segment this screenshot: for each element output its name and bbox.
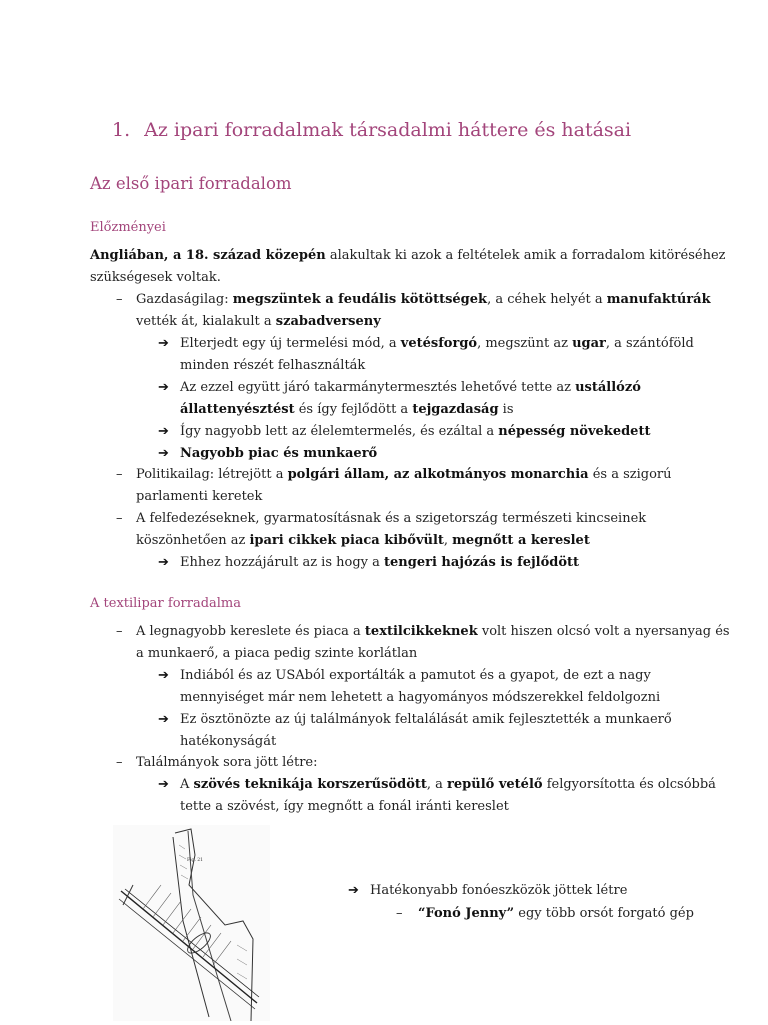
econ-line-1	[136, 289, 711, 311]
section-title: Az első ipari forradalom	[90, 174, 292, 193]
bold-text: “Fonó Jenny”	[418, 906, 515, 921]
intro-bold: Angliában, a 18. század közepén	[90, 248, 326, 263]
econ-sub2-line-1	[180, 377, 641, 399]
text: A	[180, 777, 194, 792]
disc-sub1-line	[180, 552, 579, 574]
bold-text: vetésforgó	[400, 336, 478, 351]
econ-sub4-line	[180, 443, 377, 465]
dash-bullet: –	[396, 906, 403, 921]
text: , megszünt az	[477, 336, 573, 351]
demand-sub1-line-2: mennyiséget már nem lehetett a hagyományos módszerekkel feldolgozni	[180, 690, 661, 705]
arrow-bullet: ➔	[158, 668, 169, 683]
text: is	[498, 402, 514, 417]
dash-bullet: –	[116, 511, 123, 526]
text: , a	[426, 777, 448, 792]
arrow-bullet: ➔	[158, 446, 169, 461]
econ-bold: megszüntek a feudális kötöttségek	[232, 292, 488, 307]
bold-text: repülő vetélő	[447, 777, 543, 792]
econ-bold: szabadverseny	[275, 314, 381, 329]
demand-line-2: a munkaerő, a piaca pedig szinte korlátlan	[136, 646, 418, 661]
econ-bold: manufaktúrák	[606, 292, 711, 307]
arrow-bullet: ➔	[158, 336, 169, 351]
arrow-bullet: ➔	[158, 380, 169, 395]
text: volt hiszen olcsó volt a nyersanyag és	[477, 624, 730, 639]
document-title	[112, 119, 631, 141]
intro-line-2: szükségesek voltak.	[90, 270, 221, 285]
bold-text: népesség növekedett	[498, 424, 651, 439]
text: A legnagyobb kereslete és piaca a	[136, 624, 365, 639]
arrow-bullet: ➔	[158, 777, 169, 792]
arrow-bullet: ➔	[348, 883, 359, 898]
econ-sub1-line-1	[180, 333, 694, 355]
dash-bullet: –	[116, 467, 123, 482]
heading-title: Az ipari forradalmak társadalmi háttere és hatásai	[144, 119, 632, 141]
demand-line-1	[136, 621, 730, 643]
subsection-title-textile: A textilipar forradalma	[90, 596, 242, 611]
dash-bullet: –	[116, 624, 123, 639]
jenny-line	[418, 903, 694, 925]
econ-line-2	[136, 311, 381, 333]
text: Így nagyobb lett az élelemtermelés, és ezáltal a	[180, 424, 499, 439]
text: Elterjedt egy új termelési mód, a	[180, 336, 401, 351]
econ-sub2-line-2	[180, 399, 514, 421]
intro-text: alakultak ki azok a feltételek amik a forradalom kitöréséhez	[325, 248, 726, 263]
spinning-jenny-illustration	[113, 825, 270, 1021]
bold-text: megnőtt a kereslet	[452, 533, 590, 548]
econ-text: , a céhek helyét a	[487, 292, 607, 307]
bold-text: tengeri hajózás is fejlődött	[384, 555, 580, 570]
figure-label: Fig. 21	[187, 858, 204, 863]
dash-bullet: –	[116, 755, 123, 770]
pol-line-1	[136, 464, 672, 486]
demand-sub2-line-2: hatékonyságát	[180, 734, 277, 749]
bold-text: ipari cikkek piaca kibővült	[249, 533, 444, 548]
bold-text: ugar	[572, 336, 606, 351]
text: Az ezzel együtt járó takarmánytermesztés lehetővé tette az	[180, 380, 576, 395]
dash-bullet: –	[116, 292, 123, 307]
text: és így fejlődött a	[294, 402, 413, 417]
intro-line-1	[90, 245, 726, 267]
arrow-bullet: ➔	[158, 712, 169, 727]
bold-text: ustállózó	[575, 380, 641, 395]
bold-text: tejgazdaság	[412, 402, 499, 417]
econ-text: Gazdaságilag:	[136, 292, 233, 307]
text: köszönhetően az	[136, 533, 250, 548]
text: egy több orsót forgató gép	[514, 906, 694, 921]
disc-line-1: A felfedezéseknek, gyarmatosításnak és a szigetország természeti kincseinek	[136, 511, 647, 526]
text: , a szántóföld	[605, 336, 694, 351]
demand-sub2-line-1: Ez ösztönözte az új találmányok feltalálását amik fejlesztették a munkaerő	[180, 712, 672, 727]
text: és a szigorú	[588, 467, 672, 482]
arrow-bullet: ➔	[158, 555, 169, 570]
bold-text: textilcikkeknek	[364, 624, 478, 639]
bold-text: polgári állam, az alkotmányos monarchia	[287, 467, 589, 482]
spinning-jenny-drawing	[113, 825, 270, 1021]
pol-line-2: parlamenti keretek	[136, 489, 263, 504]
spin-line: Hatékonyabb fonóeszközök jöttek létre	[370, 883, 628, 898]
disc-line-2	[136, 530, 590, 552]
bold-text: Nagyobb piac és munkaerő	[180, 446, 378, 461]
heading-number: 1.	[112, 119, 131, 141]
text: felgyorsította és olcsóbbá	[542, 777, 716, 792]
bold-text: állattenyésztést	[180, 402, 295, 417]
text: Politikailag: létrejött a	[136, 467, 288, 482]
econ-text: vették át, kialakult a	[136, 314, 276, 329]
inventions-line: Találmányok sora jött létre:	[136, 755, 318, 770]
econ-sub1-line-2: minden részét felhasználták	[180, 358, 366, 373]
inv-sub1-line-1	[180, 774, 716, 796]
text: ,	[443, 533, 453, 548]
arrow-bullet: ➔	[158, 424, 169, 439]
demand-sub1-line-1: Indiából és az USAból exportálták a pamutot és a gyapot, de ezt a nagy	[180, 668, 651, 683]
econ-sub3-line	[180, 421, 650, 443]
text: Ehhez hozzájárult az is hogy a	[180, 555, 385, 570]
inv-sub1-line-2: tette a szövést, így megnőtt a fonál iránti kereslet	[180, 799, 509, 814]
bold-text: szövés teknikája korszerűsödött	[193, 777, 427, 792]
subsection-title-prerequisites: Előzményei	[90, 220, 166, 235]
